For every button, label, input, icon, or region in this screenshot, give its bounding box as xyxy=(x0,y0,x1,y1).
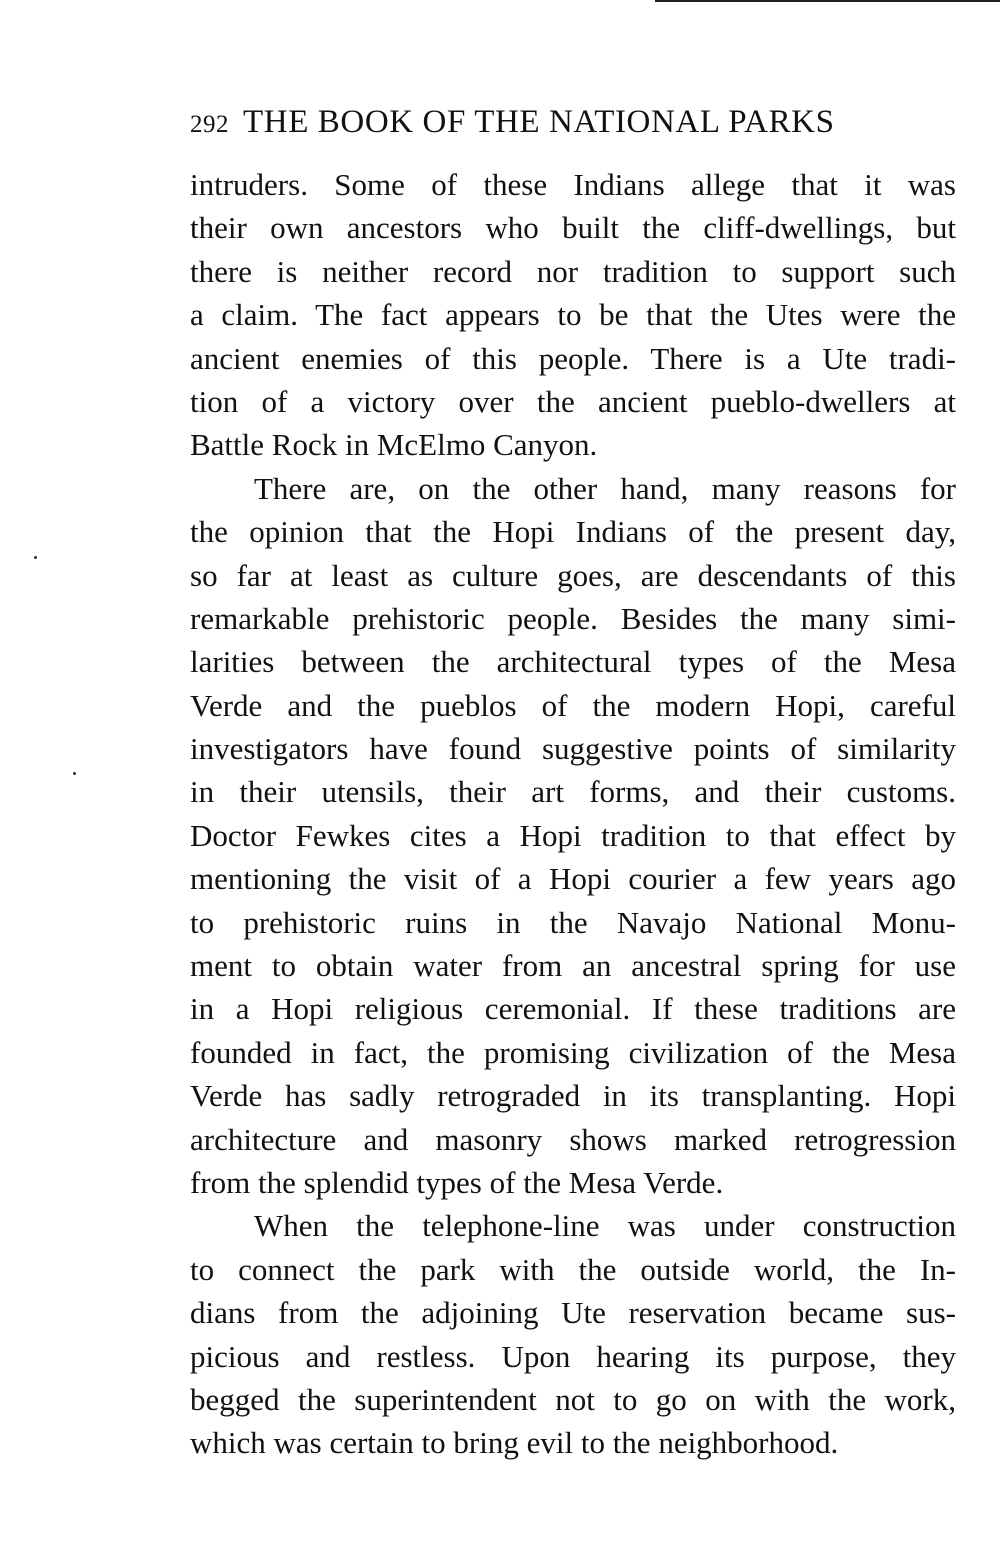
text-line: to prehistoric ruins in the Navajo National Monu- xyxy=(190,904,956,940)
page-number: 292 xyxy=(190,111,229,138)
text-line: the opinion that the Hopi Indians of the present day, xyxy=(190,514,956,550)
paragraph xyxy=(190,1204,956,1464)
text-line: ancient enemies of this people. There is a Ute tradi- xyxy=(190,340,956,376)
running-head xyxy=(190,104,930,141)
text-line: There are, on the other hand, many reasons for xyxy=(254,470,956,506)
text-line: begged the superintendent not to go on with the work, xyxy=(190,1381,956,1417)
text-line: in their utensils, their art forms, and their customs. xyxy=(190,774,956,810)
text-line: Doctor Fewkes cites a Hopi tradition to that effect by xyxy=(190,817,956,853)
text-line: tion of a victory over the ancient pueblo-dwellers at xyxy=(190,383,956,419)
scan-speck xyxy=(73,772,76,775)
text-line: ment to obtain water from an ancestral spring for use xyxy=(190,948,956,984)
book-title: THE BOOK OF THE NATIONAL PARKS xyxy=(243,104,835,140)
text-line: Verde and the pueblos of the modern Hopi, careful xyxy=(190,687,956,723)
text-line: their own ancestors who built the cliff-dwellings, but xyxy=(190,210,956,246)
text-line: dians from the adjoining Ute reservation became sus- xyxy=(190,1295,956,1331)
text-line: which was certain to bring evil to the neighborhood. xyxy=(190,1425,839,1461)
text-line: to connect the park with the outside world, the In- xyxy=(190,1251,956,1287)
text-line: larities between the architectural types of the Mesa xyxy=(190,644,956,680)
text-line: in a Hopi religious ceremonial. If these traditions are xyxy=(190,991,956,1027)
paragraph xyxy=(190,467,956,1205)
text-line: When the telephone-line was under construction xyxy=(254,1208,956,1244)
paragraph xyxy=(190,163,956,467)
top-edge-rule xyxy=(655,0,1000,2)
text-line: so far at least as culture goes, are descendants of this xyxy=(190,557,956,593)
text-line: mentioning the visit of a Hopi courier a few years ago xyxy=(190,861,956,897)
text-line: intruders. Some of these Indians allege that it was xyxy=(190,167,956,202)
text-line: Battle Rock in McElmo Canyon. xyxy=(190,427,598,463)
text-line: Verde has sadly retrograded in its transplanting. Hopi xyxy=(190,1078,956,1114)
body-text xyxy=(190,163,956,1465)
text-line: investigators have found suggestive points of similarity xyxy=(190,731,956,767)
text-line: founded in fact, the promising civilization of the Mesa xyxy=(190,1034,956,1070)
text-line: architecture and masonry shows marked retrogression xyxy=(190,1121,956,1157)
text-line: remarkable prehistoric people. Besides the many simi- xyxy=(190,600,956,636)
text-line: from the splendid types of the Mesa Verde. xyxy=(190,1164,724,1200)
text-line: there is neither record nor tradition to support such xyxy=(190,253,956,289)
text-line: picious and restless. Upon hearing its purpose, they xyxy=(190,1338,956,1374)
text-line: a claim. The fact appears to be that the Utes were the xyxy=(190,297,956,333)
scan-speck xyxy=(34,556,37,559)
